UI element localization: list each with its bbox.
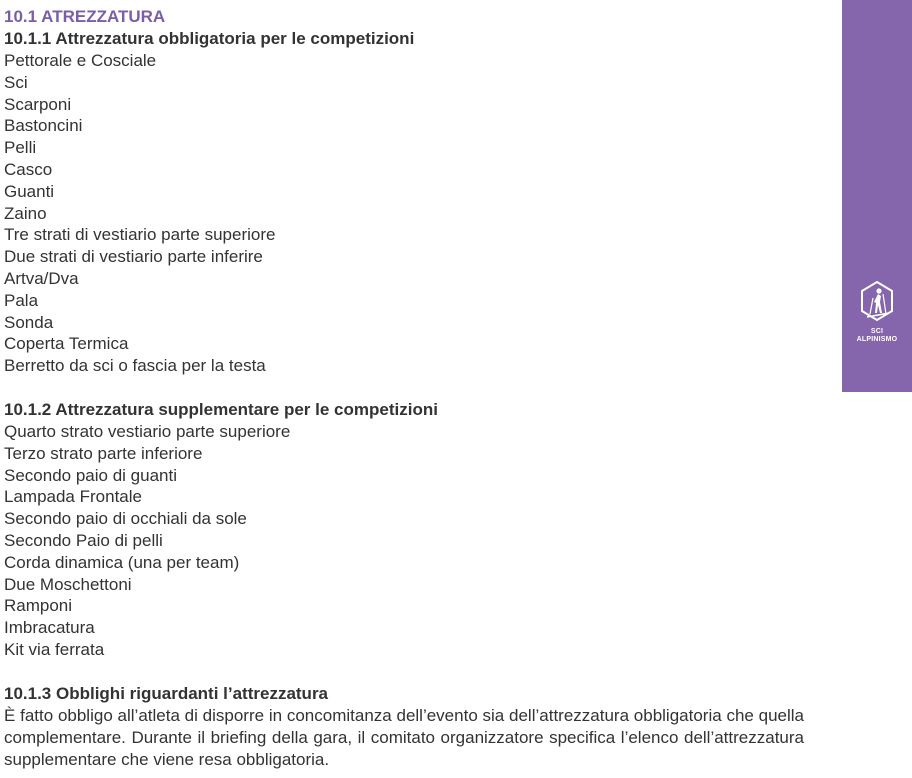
list-item: Coperta Termica [4,334,129,354]
sci-alpinismo-logo [845,280,909,344]
list-item: Sonda [4,312,54,332]
list-item: Casco [4,159,53,179]
supplementary-list [4,421,804,661]
list-item: Corda dinamica (una per team) [4,552,240,572]
list-item: Kit via ferrata [4,639,105,659]
list-item: Tre strati di vestiario parte superiore [4,225,276,245]
list-item: Secondo paio di occhiali da sole [4,509,247,529]
list-item: Sci [4,72,28,92]
list-item: Zaino [4,203,47,223]
list-item: Pettorale e Cosciale [4,51,157,70]
list-item: Terzo strato parte inferiore [4,443,203,463]
list-item: Guanti [4,181,55,201]
list-item: Ramponi [4,596,73,616]
obligations-heading: 10.1.3 Obblighi riguardanti l’attrezzatura [4,683,329,703]
section-title: 10.1 ATREZZATURA [4,7,166,26]
list-item: Quarto strato vestiario parte superiore [4,421,291,441]
list-item: Scarponi [4,94,72,114]
obligations-paragraph: È fatto obbligo all’atleta di disporre in concomitanza dell’evento sia dell’attrezzatura obbligatoria che quella complementare. Durante il briefing della gara, il comitato organizzatore specifica l’elenco dell’attrezzatura supplementare che viene resa obbligatoria. [4,705,804,769]
logo-line-1: SCI [870,328,884,335]
list-item: Artva/Dva [4,268,79,288]
list-item: Pala [4,290,39,310]
list-item: Berretto da sci o fascia per la testa [4,356,266,376]
list-item: Due strati di vestiario parte inferire [4,247,263,267]
supplementary-heading: 10.1.2 Attrezzatura supplementare per le competizioni [4,399,438,419]
mandatory-list [4,50,804,377]
list-item: Lampada Frontale [4,487,142,507]
list-item: Imbracatura [4,618,95,638]
list-item: Secondo paio di guanti [4,465,177,485]
logo-line-2: ALPINISMO [856,336,898,343]
list-item: Secondo Paio di pelli [4,530,163,550]
ski-mountaineer-icon [859,280,895,324]
mandatory-heading: 10.1.1 Attrezzatura obbligatoria per le competizioni [4,29,415,48]
list-item: Due Moschettoni [4,574,132,594]
list-item: Pelli [4,138,37,158]
list-item: Bastoncini [4,116,83,136]
document-body [4,6,804,771]
